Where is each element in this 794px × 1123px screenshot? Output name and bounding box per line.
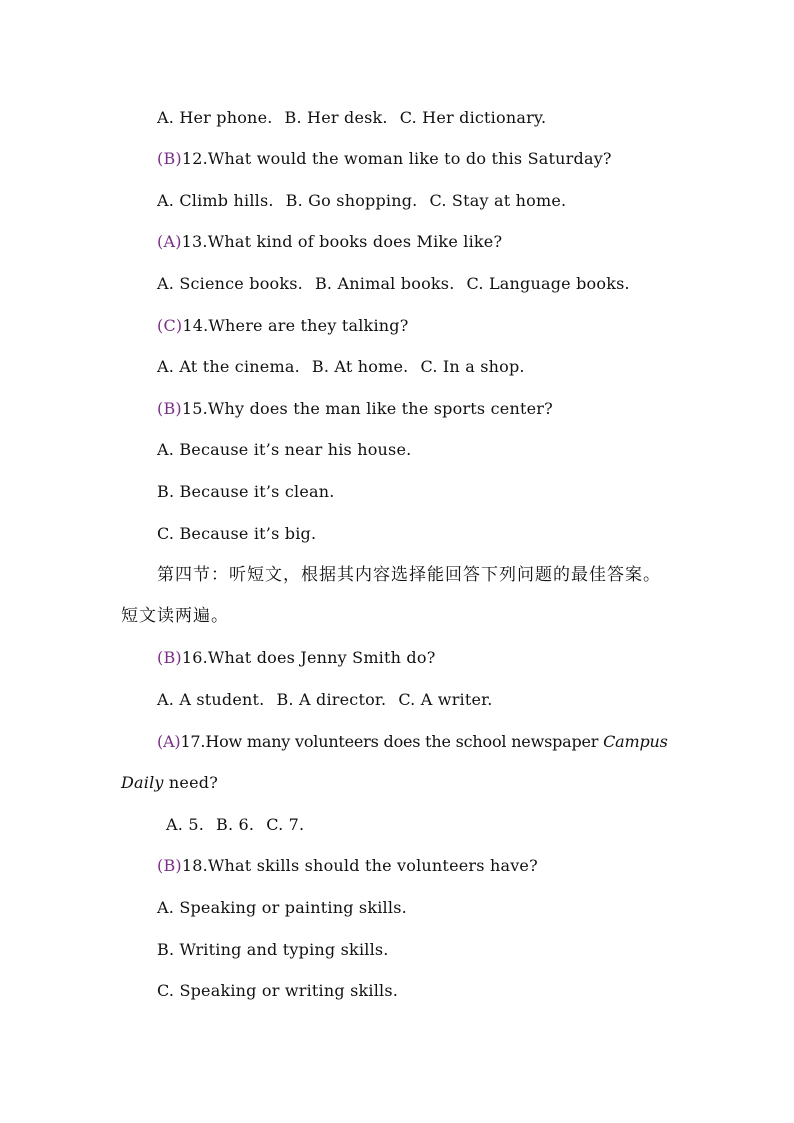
q12-option-a: A. Climb hills.: [157, 191, 274, 210]
q18-number: 18.: [181, 856, 208, 875]
q14-option-b: B. At home.: [311, 357, 409, 376]
q11-options: [157, 108, 546, 128]
q17-text-before: How many volunteers does the school newspaper: [205, 732, 604, 751]
q18-text: What skills should the volunteers have?: [207, 856, 538, 875]
q17-question-continued: [121, 773, 218, 793]
q13-text: What kind of books does Mike like?: [207, 232, 503, 251]
q12-option-b: B. Go shopping.: [285, 191, 418, 210]
q17-newspaper-name-part1: Campus: [603, 732, 668, 751]
q12-answer: (B): [157, 149, 182, 168]
q17-text-after: need?: [163, 773, 218, 792]
q15-number: 15.: [181, 399, 208, 418]
q13-option-c: C. Language books.: [466, 274, 630, 293]
section4-instruction-line2: 短文读两遍。: [121, 606, 229, 626]
q11-option-a: A. Her phone.: [157, 108, 273, 127]
q15-text: Why does the man like the sports center?: [207, 399, 553, 418]
q13-option-b: B. Animal books.: [314, 274, 455, 293]
q13-option-a: A. Science books.: [157, 274, 303, 293]
q17-option-b: B. 6.: [216, 815, 255, 834]
q14-option-a: A. At the cinema.: [157, 357, 300, 376]
q14-options: [157, 357, 525, 377]
q15-question: [157, 399, 553, 419]
q12-option-c: C. Stay at home.: [429, 191, 567, 210]
q16-option-c: C. A writer.: [398, 690, 493, 709]
q12-question: [157, 149, 612, 169]
q13-question: [157, 232, 502, 252]
q13-number: 13.: [181, 232, 208, 251]
q17-option-c: C. 7.: [266, 815, 305, 834]
q14-answer: (C): [157, 316, 183, 335]
q17-newspaper-name-part2: Daily: [121, 773, 164, 792]
q18-question: [157, 856, 538, 876]
q15-option-a: A. Because it’s near his house.: [157, 440, 412, 459]
q16-question: [157, 648, 435, 668]
q11-option-c: C. Her dictionary.: [399, 108, 547, 127]
q18-option-a: A. Speaking or painting skills.: [157, 898, 407, 917]
q17-option-a: A. 5.: [166, 815, 204, 834]
q16-text: What does Jenny Smith do?: [207, 648, 436, 667]
q16-answer: (B): [157, 648, 182, 667]
q15-answer: (B): [157, 399, 182, 418]
q16-options: [157, 690, 493, 710]
q14-text: Where are they talking?: [208, 316, 409, 335]
q18-answer: (B): [157, 856, 182, 875]
q17-question: [157, 732, 668, 752]
section4-instruction-line1: 第四节：听短文，根据其内容选择能回答下列问题的最佳答案。: [157, 565, 661, 585]
q16-number: 16.: [181, 648, 208, 667]
q11-option-b: B. Her desk.: [284, 108, 388, 127]
q14-option-c: C. In a shop.: [420, 357, 525, 376]
q13-answer: (A): [157, 232, 182, 251]
q18-option-c: C. Speaking or writing skills.: [157, 981, 399, 1000]
q14-number: 14.: [182, 316, 209, 335]
q13-options: [157, 274, 630, 294]
q12-text: What would the woman like to do this Saturday?: [207, 149, 612, 168]
q12-options: [157, 191, 566, 211]
q12-number: 12.: [181, 149, 208, 168]
q15-option-c: C. Because it’s big.: [157, 524, 317, 543]
q18-option-b: B. Writing and typing skills.: [157, 940, 389, 959]
q17-number: 17.: [180, 732, 206, 751]
q16-option-b: B. A director.: [276, 690, 387, 709]
q15-option-b: B. Because it’s clean.: [157, 482, 335, 501]
q14-question: [157, 316, 409, 336]
q17-answer: (A): [157, 732, 181, 751]
q17-options: [166, 815, 304, 835]
q16-option-a: A. A student.: [157, 690, 265, 709]
